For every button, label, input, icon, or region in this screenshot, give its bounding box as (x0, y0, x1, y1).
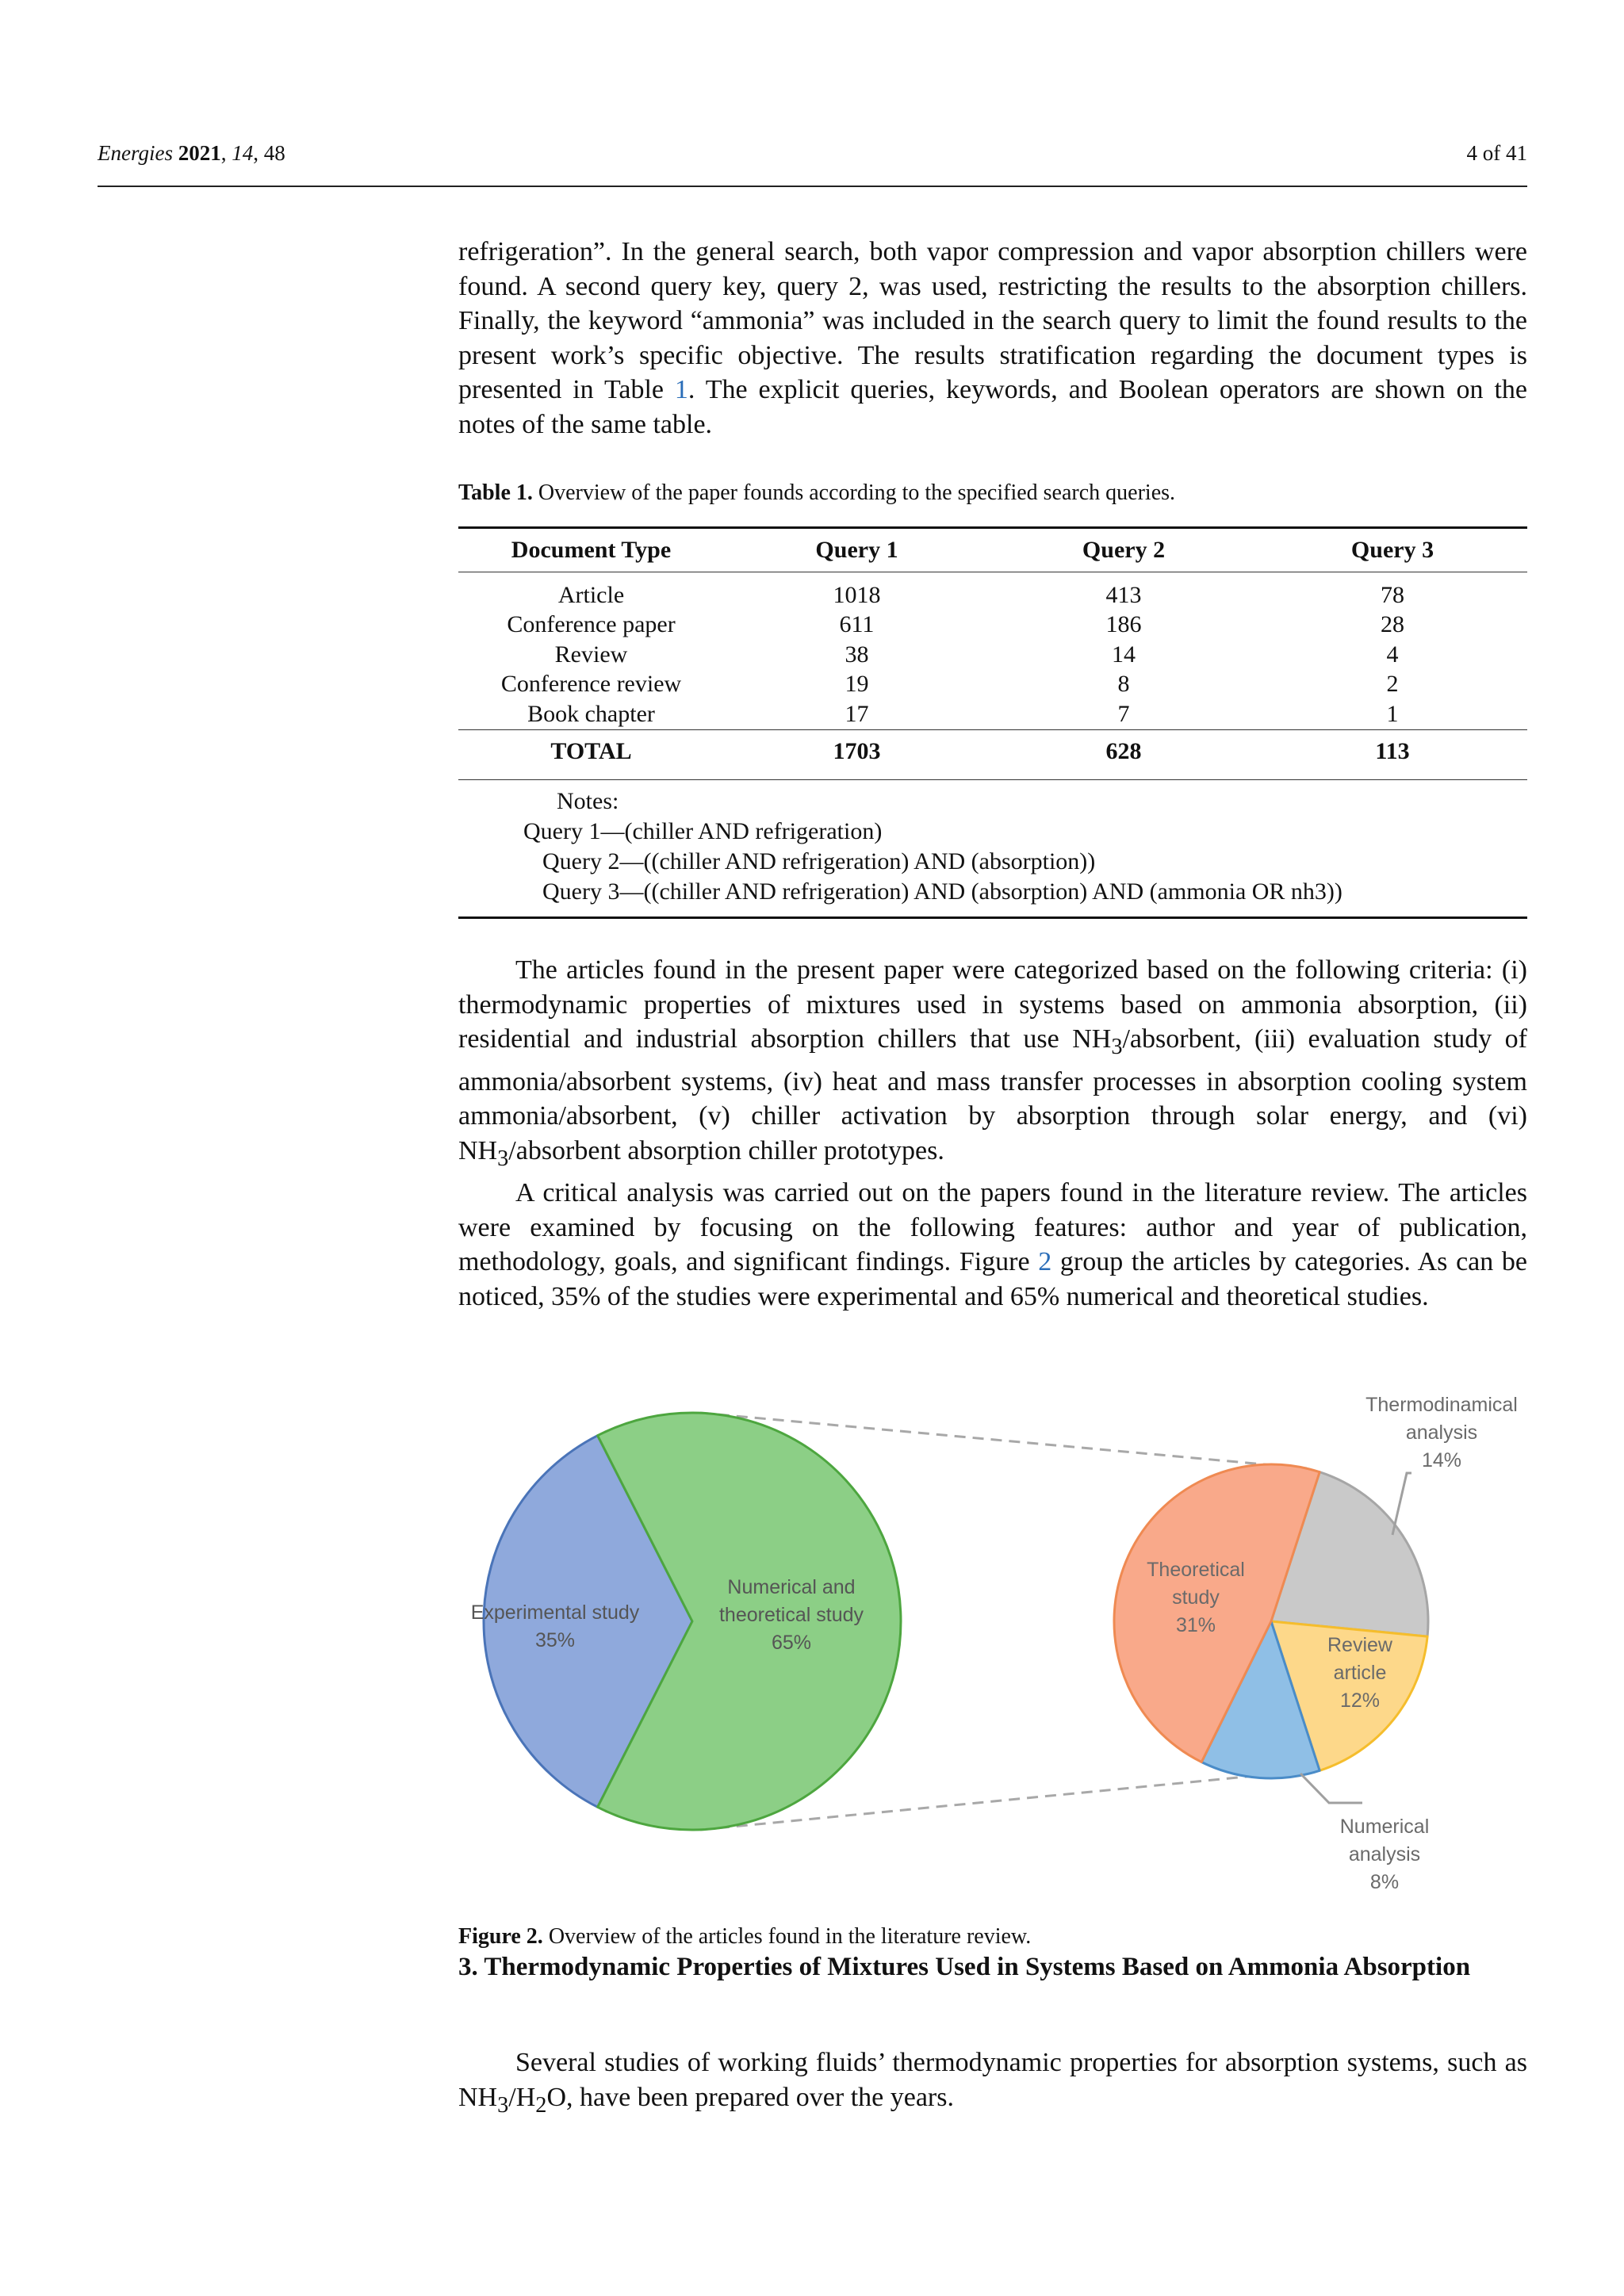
table-cell: 1 (1386, 700, 1399, 727)
table-1-caption: Table 1. Overview of the paper founds according to the specified search queries. (458, 480, 1176, 505)
slice-value-thermo: 14% (1421, 1449, 1462, 1471)
slice-label-numerical-theoretical-2: theoretical study (718, 1604, 864, 1626)
table-1-link[interactable]: 1 (674, 375, 688, 405)
table-header-row (458, 528, 1527, 572)
leader-line-numerical-analysis (1300, 1774, 1362, 1803)
intro-paragraph: refrigeration”. In the general search, both vapor compression and vapor absorption chillers were found. A second query key, query 2, was used, restricting the results to the absorption chillers. Finally, the keyword “ammonia” was included in the search query to limit the found results to the present work’s specific objective. The results stratification regarding the document types is presented in Table 1. The explicit queries, keywords, and Boolean operators are shown on the notes of the same table. (458, 237, 1527, 439)
table-1 (458, 526, 1527, 780)
slice-label-theoretical-2: study (1172, 1586, 1220, 1609)
table-1-notes (458, 780, 1527, 919)
table-cell: 113 (1258, 729, 1527, 779)
table-cell: 1018 (833, 581, 881, 608)
slice-label-review-1: Review (1327, 1634, 1392, 1656)
table-cell: Article (557, 581, 625, 608)
figure-2-link[interactable]: 2 (1038, 1247, 1052, 1277)
journal-citation: Energies 2021, 14, 48 (98, 141, 285, 165)
table-cell: 38 (845, 641, 869, 668)
table-cell: 186 (1105, 611, 1142, 638)
table-cell: 413 (1105, 581, 1142, 608)
slice-label-thermo-2: analysis (1405, 1422, 1478, 1444)
slice-value-numerical-theoretical: 65% (771, 1632, 812, 1654)
intro-paragraph-block (458, 235, 1527, 442)
table-cell: 7 (1117, 700, 1130, 727)
pie-chart-theoretical-breakdown (1114, 1464, 1428, 1778)
table-total-row (458, 729, 1527, 779)
table-cell: 628 (990, 729, 1258, 779)
section-3-heading: 3. Thermodynamic Properties of Mixtures Used in Systems Based on Ammonia Absorption (458, 1953, 1471, 1981)
section-3-body (458, 2045, 1527, 2122)
table-row (458, 670, 1527, 700)
table-cell: 19 (845, 671, 869, 698)
leader-line-thermo (1392, 1473, 1411, 1535)
notes-title: Notes: (557, 788, 619, 814)
table-cell: Book chapter (527, 700, 655, 727)
page-number: 4 of 41 (1466, 141, 1527, 165)
slice-label-theoretical-1: Theoretical (1147, 1559, 1245, 1581)
slice-label-numerical-analysis-2: analysis (1348, 1843, 1421, 1866)
col-header: Query 3 (1258, 528, 1527, 572)
slice-label-numerical-theoretical-1: Numerical and (727, 1576, 856, 1598)
table-cell: TOTAL (458, 729, 724, 779)
body-text-block (458, 953, 1527, 1314)
table-cell: 28 (1381, 611, 1404, 638)
table-cell: Conference paper (507, 611, 676, 638)
figure-2-caption: Figure 2. Overview of the articles found in the literature review. (458, 1924, 1032, 1949)
table-row (458, 572, 1527, 610)
table-cell: 8 (1117, 671, 1130, 698)
table-cell: Conference review (500, 671, 682, 698)
table-cell: 611 (839, 611, 875, 638)
note-line: Query 3—((chiller AND refrigeration) AND (absorption) AND (ammonia OR nh3)) (542, 878, 1342, 905)
table-cell: 78 (1381, 581, 1404, 608)
table-cell: Review (554, 641, 628, 668)
slice-value-review: 12% (1339, 1689, 1381, 1712)
note-line: Query 2—((chiller AND refrigeration) AND (absorption)) (542, 848, 1096, 874)
slice-value-numerical-analysis: 8% (1369, 1871, 1400, 1893)
figure-2-chart (458, 1380, 1527, 1903)
slice-value-experimental: 35% (534, 1629, 576, 1651)
table-row (458, 610, 1527, 641)
slice-label-numerical-analysis-1: Numerical (1339, 1816, 1430, 1838)
slice-label-experimental: Experimental study (470, 1601, 640, 1624)
table-cell: 17 (845, 700, 869, 727)
col-header: Document Type (458, 528, 724, 572)
table-cell: 2 (1386, 671, 1399, 698)
table-row (458, 640, 1527, 670)
col-header: Query 2 (990, 528, 1258, 572)
categories-paragraph: The articles found in the present paper were categorized based on the following criteria: (i) thermodynamic properties of mixtures used in systems based on ammonia absorption, (ii) residential and industrial absorption chillers that use $NH_3$/absorbent, (iii) evaluation study of ammonia/absorbent systems, (iv) heat and mass transfer processes in absorption cooling system ammonia/absorbent, (v) chiller activation by absorption through solar energy, and (vi) $NH_3$/absorbent absorption chiller prototypes. (458, 955, 1528, 1171)
analysis-paragraph: A critical analysis was carried out on the papers found in the literature review. The articles were examined by focusing on the following features: author and year of publication, methodology, goals, and significant findings. Figure 2 group the articles by categories. As can be noticed, 35% of the studies were experimental and 65% numerical and theoretical studies. (458, 1178, 1527, 1311)
note-line: Query 1—(chiller AND refrigeration) (523, 818, 883, 844)
slice-label-review-2: article (1333, 1662, 1387, 1684)
col-header: Query 1 (724, 528, 990, 572)
table-cell: 1703 (724, 729, 990, 779)
table-row (458, 699, 1527, 729)
slice-value-theoretical: 31% (1175, 1614, 1216, 1636)
table-cell: 14 (1112, 641, 1136, 668)
section-3-paragraph: Several studies of working fluids’ thermodynamic properties for absorption systems, such as $NH_3/H_2O$, have been prepared over the years. (458, 2048, 1527, 2118)
table-cell: 4 (1386, 641, 1399, 668)
slice-label-thermo-1: Thermodinamical (1365, 1394, 1518, 1416)
page-header (98, 141, 1527, 187)
